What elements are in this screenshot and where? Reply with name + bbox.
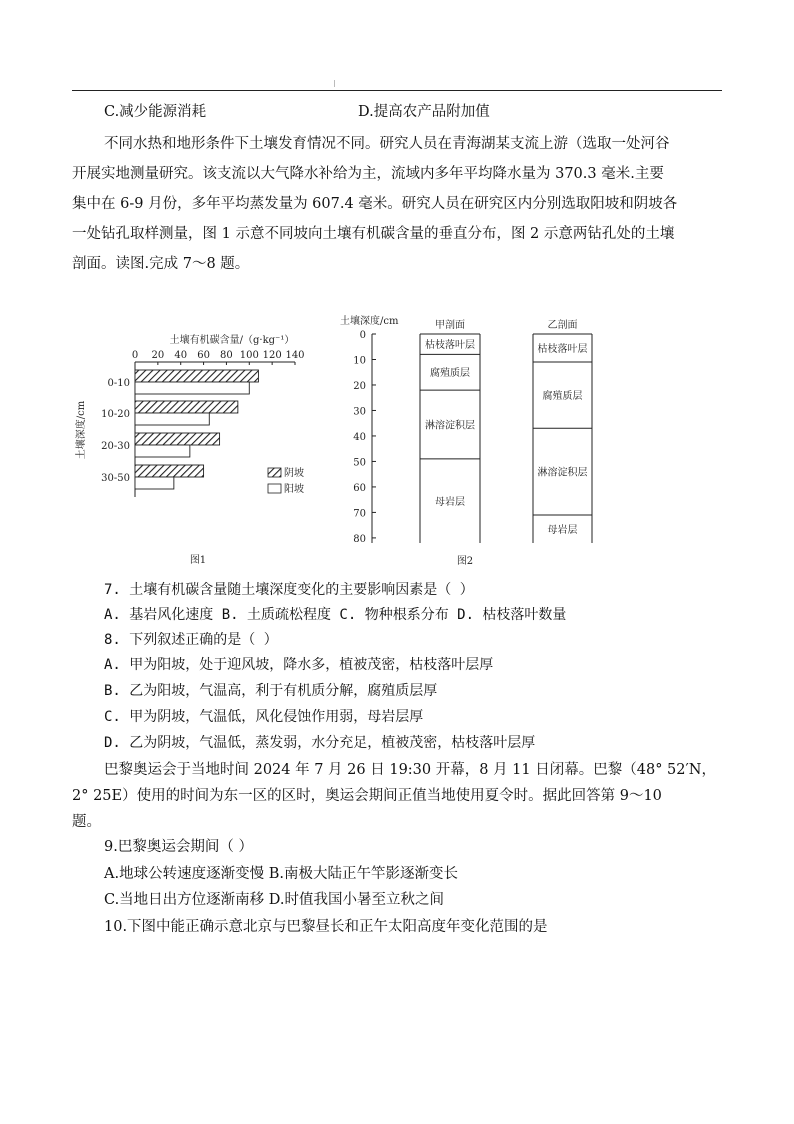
passage1-line5: 剖面。读图.完成 7～8 题。 <box>72 256 250 272</box>
x-tick-label-3: 60 <box>197 350 210 361</box>
q9-stem: 9.巴黎奥运会期间（ ） <box>104 839 253 855</box>
prev-question-options <box>104 102 490 122</box>
header-rule <box>72 90 722 91</box>
legend-label-shade: 阴坡 <box>284 468 304 479</box>
category-label-1: 10-20 <box>101 409 130 420</box>
layer-label-0-0: 枯枝落叶层 <box>425 340 475 352</box>
depth-tick-label-2: 20 <box>353 380 366 392</box>
legend-swatch-shade <box>268 468 281 477</box>
category-label-3: 30-50 <box>101 473 130 484</box>
legend-label-sun: 阳坡 <box>284 484 304 495</box>
layer-label-1-0: 枯枝落叶层 <box>537 344 588 356</box>
category-label-0: 0-10 <box>107 378 130 389</box>
x-tick-label-5: 100 <box>239 350 259 361</box>
q9-options-cd: C.当地日出方位逐渐南移 D.时值我国小暑至立秋之间 <box>104 892 445 908</box>
category-label-2: 20-30 <box>101 441 130 452</box>
figure2-axis-title: 土壤深度/cm <box>340 316 399 327</box>
option-d: D.提高农产品附加值 <box>358 104 490 120</box>
figure1-bar-chart <box>70 325 330 570</box>
depth-tick-label-8: 80 <box>353 533 366 545</box>
q8-stem: 8. 下列叙述正确的是（ ） <box>104 632 278 648</box>
figure1-title: 土壤有机碳含量/（g·kg⁻¹） <box>169 335 295 346</box>
q7-options: A. 基岩风化速度 B. 土质疏松程度 C. 物种根系分布 D. 枯枝落叶数量 <box>104 607 567 623</box>
passage2-line2: 2° 25E）使用的时间为东一区的区时，奥运会期间正值当地使用夏令时。据此回答第 9～10 <box>72 788 662 804</box>
figure1-caption: 图1 <box>189 555 207 566</box>
q7-stem: 7. 土壤有机碳含量随土壤深度变化的主要影响因素是（ ） <box>104 582 474 598</box>
x-tick-label-7: 140 <box>285 350 305 361</box>
q8-option-b: B. 乙为阳坡，气温高，利于有机质分解，腐殖质层厚 <box>104 683 438 699</box>
bar-shade-1 <box>135 401 238 413</box>
passage2-line3: 题。 <box>72 814 101 830</box>
figure1-ylabel: 土壤深度/cm <box>76 400 87 460</box>
passage1-line1: 不同水热和地形条件下土壤发育情况不同。研究人员在青海湖某支流上游（选取一处河谷 <box>104 136 670 152</box>
bar-sun-1 <box>135 413 209 425</box>
x-tick-label-4: 80 <box>220 350 233 361</box>
layer-label-1-1: 腐殖质层 <box>542 391 583 403</box>
depth-tick-label-4: 40 <box>353 431 366 443</box>
passage1-line3: 集中在 6-9 月份，多年平均蒸发量为 607.4 毫米。研究人员在研究区内分别选取阳坡和阴坡各 <box>72 196 678 212</box>
figure2-caption: 图2 <box>456 556 474 567</box>
layer-label-0-2: 淋溶淀积层 <box>425 420 475 432</box>
bar-sun-2 <box>135 445 190 457</box>
passage1-line4: 一处钻孔取样测量，图 1 示意不同坡向土壤有机碳含量的垂直分布，图 2 示意两钻孔处的土壤 <box>72 226 675 242</box>
profile-name-0: 甲剖面 <box>435 320 465 331</box>
bar-shade-2 <box>135 433 220 445</box>
bar-shade-3 <box>135 465 204 477</box>
legend-swatch-sun <box>268 484 281 493</box>
figure2-soil-profiles <box>330 308 620 570</box>
passage1-line2: 开展实地测量研究。该支流以大气降水补给为主，流域内多年平均降水量为 370.3 毫米.主要 <box>72 166 664 182</box>
layer-label-1-3: 母岩层 <box>547 524 578 536</box>
depth-tick-label-5: 50 <box>353 457 366 469</box>
bar-shade-0 <box>135 370 258 382</box>
profile-name-1: 乙剖面 <box>547 320 578 331</box>
layer-label-1-2: 淋溶淀积层 <box>537 467 588 479</box>
option-c: C.减少能源消耗 <box>104 104 207 120</box>
depth-tick-label-1: 10 <box>353 355 366 367</box>
depth-tick-label-3: 30 <box>353 406 366 418</box>
q8-option-d: D. 乙为阴坡，气温低，蒸发弱，水分充足，植被茂密，枯枝落叶层厚 <box>104 735 536 751</box>
depth-tick-label-0: 0 <box>359 330 366 341</box>
passage2-line1: 巴黎奥运会于当地时间 2024 年 7 月 26 日 19:30 开幕，8 月 11 日闭幕。巴黎（48° 52′N， <box>104 762 716 778</box>
layer-label-0-1: 腐殖质层 <box>430 368 470 380</box>
bar-sun-0 <box>135 382 249 394</box>
bar-sun-3 <box>135 477 174 489</box>
header-mark <box>334 80 335 87</box>
layer-label-0-3: 母岩层 <box>435 496 465 508</box>
depth-tick-label-6: 60 <box>353 482 366 494</box>
q8-option-a: A. 甲为阳坡，处于迎风坡，降水多，植被茂密，枯枝落叶层厚 <box>104 657 494 673</box>
depth-tick-label-7: 70 <box>353 508 366 520</box>
q8-option-c: C. 甲为阴坡，气温低，风化侵蚀作用弱，母岩层厚 <box>104 709 424 725</box>
x-tick-label-1: 20 <box>151 350 165 361</box>
x-tick-label-6: 120 <box>262 350 282 361</box>
q10-stem: 10.下图中能正确示意北京与巴黎昼长和正午太阳高度年变化范围的是 <box>104 919 548 935</box>
x-tick-label-2: 40 <box>174 350 188 361</box>
q9-options-ab: A.地球公转速度逐渐变慢 B.南极大陆正午竿影逐渐变长 <box>104 866 458 882</box>
x-tick-label-0: 0 <box>131 350 139 361</box>
